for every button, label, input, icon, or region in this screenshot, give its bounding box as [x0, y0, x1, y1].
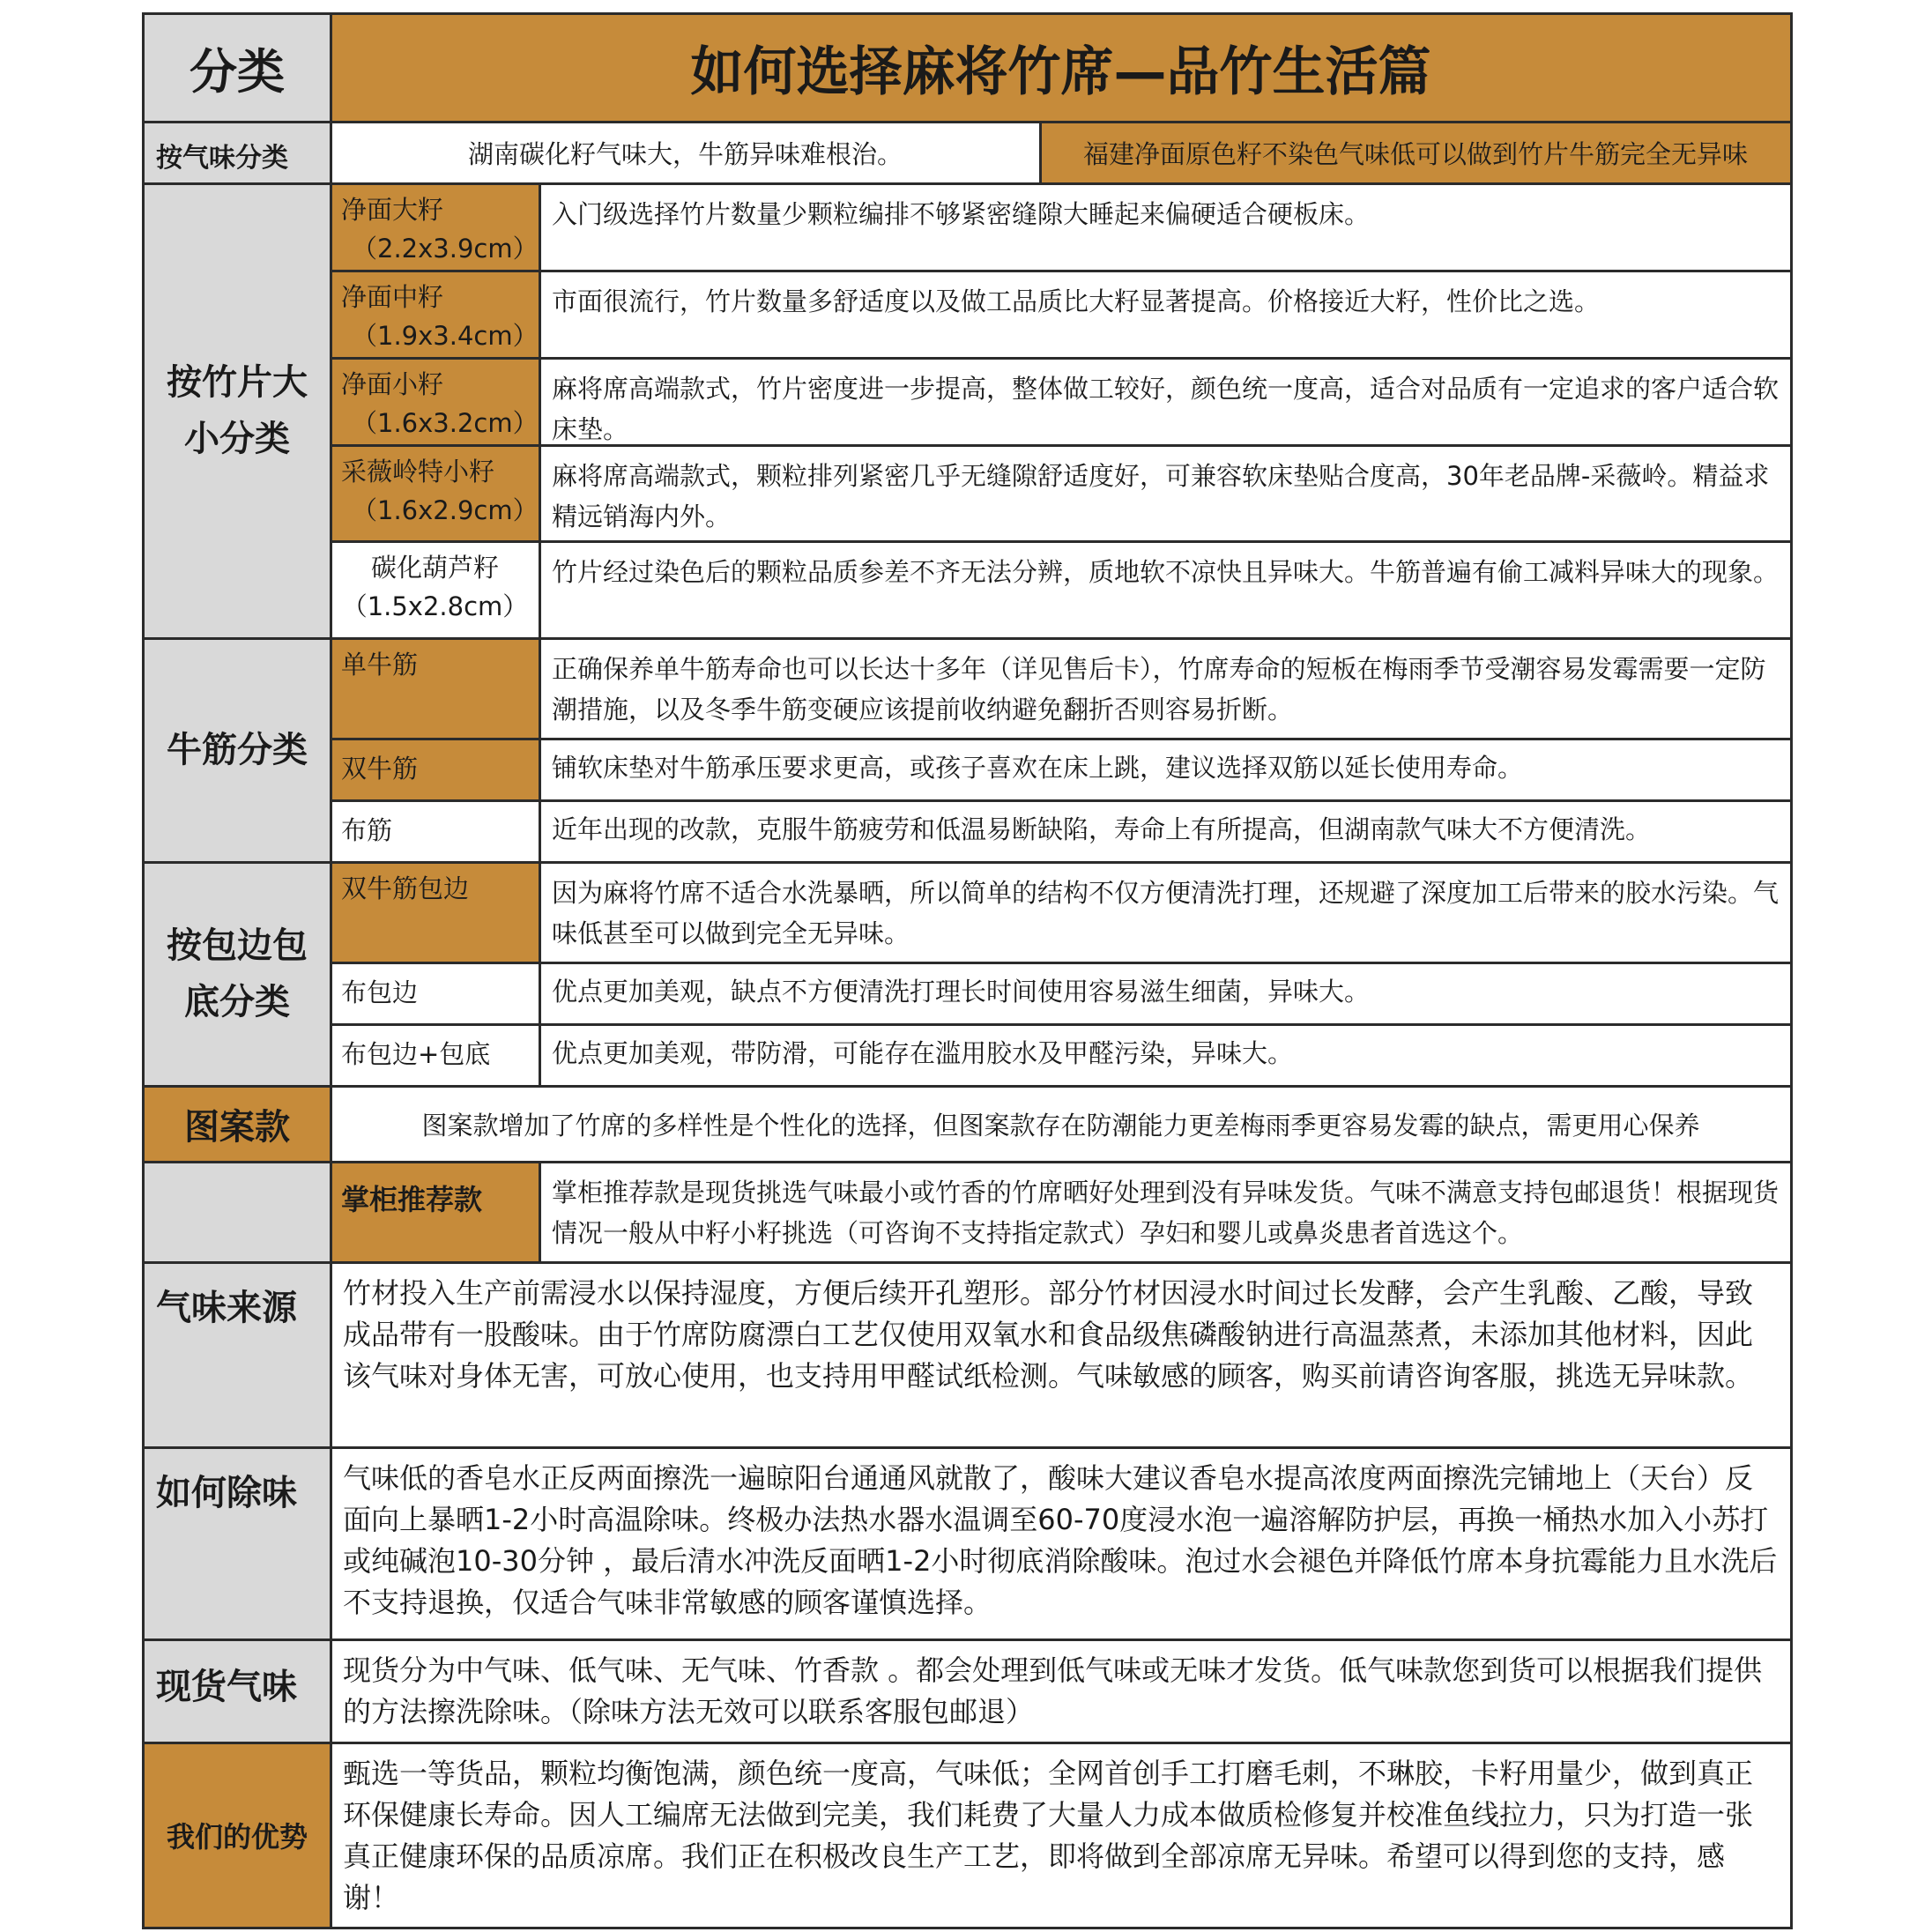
- size-row-dimensions: （1.6x3.2cm）: [352, 408, 539, 438]
- size-category-label-cell: [144, 183, 331, 638]
- row-divider: [331, 799, 1793, 802]
- pattern-label: 图案款: [184, 1106, 290, 1148]
- edge-row-name: 双牛筋包边: [341, 873, 470, 903]
- size-row-name: 采薇岭特小籽: [341, 457, 495, 487]
- tendon-row-desc: 铺软床垫对牛筋承压要求更高，或孩子喜欢在床上跳，建议选择双筋以延长使用寿命。: [539, 739, 1791, 800]
- edge-row-name: 布包边+包底: [341, 1039, 491, 1069]
- stock-odor-label-cell: [144, 1639, 331, 1743]
- tendon-row-name-cell: [331, 638, 539, 739]
- stock-odor-label: 现货气味: [156, 1667, 297, 1707]
- size-row-desc: 麻将席高端款式，竹片密度进一步提高，整体做工较好，颜色统一度高，适合对品质有一定追求的客户适合软床垫。: [539, 358, 1791, 445]
- edge-row-desc: 优点更加美观，带防滑，可能存在滥用胶水及甲醛污染，异味大。: [539, 1024, 1791, 1086]
- row-divider: [142, 1261, 1793, 1264]
- size-row-name-cell: [331, 358, 539, 445]
- row-divider: [142, 121, 1793, 123]
- column-divider: [330, 12, 332, 1929]
- edge-row-name-cell: [331, 962, 539, 1024]
- row-divider: [331, 270, 1793, 272]
- edge-row-name-cell: [331, 1024, 539, 1086]
- edge-row-name-cell: [331, 862, 539, 962]
- size-row-dimensions: （1.9x3.4cm）: [352, 321, 539, 351]
- page-title: 如何选择麻将竹席—品竹生活篇: [690, 41, 1431, 103]
- size-row-name: 净面大籽: [341, 195, 444, 225]
- size-row-name-cell: [331, 541, 539, 638]
- row-divider: [142, 1085, 1793, 1088]
- pattern-desc: 图案款增加了竹席的多样性是个性化的选择，但图案款存在防潮能力更差梅雨季更容易发霉的缺点，需更用心保养: [421, 1110, 1700, 1141]
- column-divider: [1039, 122, 1042, 183]
- tendon-row-name: 单牛筋: [341, 650, 419, 680]
- size-row-name: 净面小籽: [341, 369, 444, 399]
- smell-category-label: 按气味分类: [156, 143, 288, 174]
- row-divider: [331, 444, 1793, 447]
- size-row-dimensions: （1.6x2.9cm）: [352, 495, 539, 525]
- smell-category-label-cell: [144, 122, 331, 183]
- header-title-cell: [331, 14, 1791, 122]
- recommend-label: 掌柜推荐款: [341, 1183, 483, 1216]
- header-category-label: 分类: [189, 43, 285, 100]
- column-divider: [539, 183, 541, 1086]
- edge-category-label-cell: [144, 862, 331, 1086]
- row-divider: [142, 1161, 1793, 1163]
- size-row-desc: 麻将席高端款式，颗粒排列紧密几乎无缝隙舒适度好，可兼容软床垫贴合度高，30年老品牌-采薇岭。精益求精远销海内外。: [539, 445, 1791, 541]
- row-divider: [331, 540, 1793, 543]
- size-row-desc: 竹片经过染色后的颗粒品质参差不齐无法分辨，质地软不凉快且异味大。牛筋普遍有偷工减料异味大的现象。: [539, 541, 1791, 638]
- fujian-smell-text: 福建净面原色籽不染色气味低可以做到竹片牛筋完全无异味: [1082, 138, 1748, 169]
- edge-row-name: 布包边: [341, 977, 419, 1007]
- deodorize-label: 如何除味: [156, 1473, 297, 1513]
- edge-category-label-line2: 底分类: [184, 982, 290, 1022]
- row-divider: [142, 1742, 1793, 1744]
- edge-row-desc: 因为麻将竹席不适合水洗暴晒，所以简单的结构不仅方便清洗打理，还规避了深度加工后带来的胶水污染。气味低甚至可以做到完全无异味。: [539, 862, 1791, 962]
- row-divider: [142, 1638, 1793, 1641]
- tendon-category-label: 牛筋分类: [167, 730, 308, 770]
- advantage-label-cell: [144, 1743, 331, 1928]
- size-row-desc: 入门级选择竹片数量少颗粒编排不够紧密缝隙大睡起来偏硬适合硬板床。: [539, 183, 1791, 271]
- advantage-desc: 甄选一等货品，颗粒均衡饱满，颜色统一度高，气味低；全网首创手工打磨毛刺，不琳胶，卡籽用量少，做到真正环保健康长寿命。因人工编席无法做到完美，我们耗费了大量人力成本做质检修复并校准鱼线拉力，只为打造一张真正健康环保的品质凉席。我们正在积极改良生产工艺，即将做到全部凉席无异味。希望可以得到您的支持，感谢！: [331, 1743, 1791, 1928]
- deodorize-label-cell: [144, 1447, 331, 1639]
- edge-category-label-line1: 按包边包: [167, 925, 308, 966]
- tendon-row-name-cell: [331, 800, 539, 862]
- odor-source-label-cell: [144, 1262, 331, 1447]
- row-divider: [331, 1023, 1793, 1026]
- odor-source-desc: 竹材投入生产前需浸水以保持湿度，方便后续开孔塑形。部分竹材因浸水时间过长发酵，会产生乳酸、乙酸，导致成品带有一股酸味。由于竹席防腐漂白工艺仅使用双氧水和食品级焦磷酸钠进行高温蒸煮，未添加其他材料，因此该气味对身体无害，可放心使用，也支持用甲醛试纸检测。气味敏感的顾客，购买前请咨询客服，挑选无异味款。: [331, 1262, 1791, 1447]
- header-category-cell: [144, 14, 331, 122]
- row-divider: [142, 637, 1793, 640]
- recommend-label-cell: [331, 1162, 539, 1262]
- size-row-name-cell: [331, 271, 539, 358]
- row-divider: [142, 182, 1793, 185]
- column-divider: [539, 1162, 541, 1262]
- row-divider: [142, 861, 1793, 864]
- pattern-desc-cell: [331, 1086, 1791, 1162]
- size-row-name-cell: [331, 445, 539, 541]
- tendon-row-desc: 正确保养单牛筋寿命也可以长达十多年（详见售后卡），竹席寿命的短板在梅雨季节受潮容易发霉需要一定防潮措施，以及冬季牛筋变硬应该提前收纳避免翻折否则容易折断。: [539, 638, 1791, 739]
- advantage-label: 我们的优势: [166, 1820, 308, 1854]
- hunan-smell-cell: [331, 122, 1040, 183]
- recommend-desc: 掌柜推荐款是现货挑选气味最小或竹香的竹席晒好处理到没有异味发货。气味不满意支持包邮退货！根据现货情况一般从中籽小籽挑选（可咨询不支持指定款式）孕妇和婴儿或鼻炎患者首选这个。: [539, 1162, 1791, 1262]
- row-divider: [331, 357, 1793, 360]
- size-row-dimensions: （2.2x3.9cm）: [352, 234, 539, 264]
- row-divider: [331, 738, 1793, 740]
- row-divider: [142, 1446, 1793, 1449]
- pattern-label-cell: [144, 1086, 331, 1162]
- deodorize-desc: 气味低的香皂水正反两面擦洗一遍晾阳台通通风就散了，酸味大建议香皂水提高浓度两面擦洗完铺地上（天台）反面向上暴晒1-2小时高温除味。终极办法热水器水温调至60-70度浸水泡一遍溶解防护层，再换一桶热水加入小苏打或纯碱泡10-30分钟 ，最后清水冲洗反面晒1-2小时彻底消除酸味。泡过水会褪色并降低竹席本身抗霉能力且水洗后不支持退换，仅适合气味非常敏感的顾客谨慎选择。: [331, 1447, 1791, 1639]
- tendon-row-name: 布筋: [341, 815, 393, 845]
- tendon-row-name: 双牛筋: [341, 754, 419, 784]
- tendon-row-name-cell: [331, 739, 539, 800]
- edge-row-desc: 优点更加美观，缺点不方便清洗打理长时间使用容易滋生细菌，异味大。: [539, 962, 1791, 1024]
- stock-odor-desc: 现货分为中气味、低气味、无气味、竹香款 。都会处理到低气味或无味才发货。低气味款您到货可以根据我们提供的方法擦洗除味。（除味方法无效可以联系客服包邮退）: [331, 1639, 1791, 1743]
- fujian-smell-cell: [1040, 122, 1791, 183]
- odor-source-label: 气味来源: [156, 1288, 297, 1328]
- size-row-name: 碳化葫芦籽: [370, 553, 499, 583]
- row-divider: [331, 962, 1793, 964]
- size-category-label-line2: 小分类: [184, 419, 290, 459]
- size-row-dimensions: （1.5x2.8cm）: [341, 591, 529, 621]
- tendon-row-desc: 近年出现的改款，克服牛筋疲劳和低温易断缺陷，寿命上有所提高，但湖南款气味大不方便清洗。: [539, 800, 1791, 862]
- size-row-name: 净面中籽: [341, 282, 444, 312]
- recommend-spacer-cell: [144, 1162, 331, 1262]
- tendon-category-label-cell: [144, 638, 331, 862]
- size-category-label-line1: 按竹片大: [167, 362, 308, 403]
- size-row-desc: 市面很流行，竹片数量多舒适度以及做工品质比大籽显著提高。价格接近大籽，性价比之选。: [539, 271, 1791, 358]
- hunan-smell-text: 湖南碳化籽气味大，牛筋异味难根治。: [467, 138, 903, 169]
- size-row-name-cell: [331, 183, 539, 271]
